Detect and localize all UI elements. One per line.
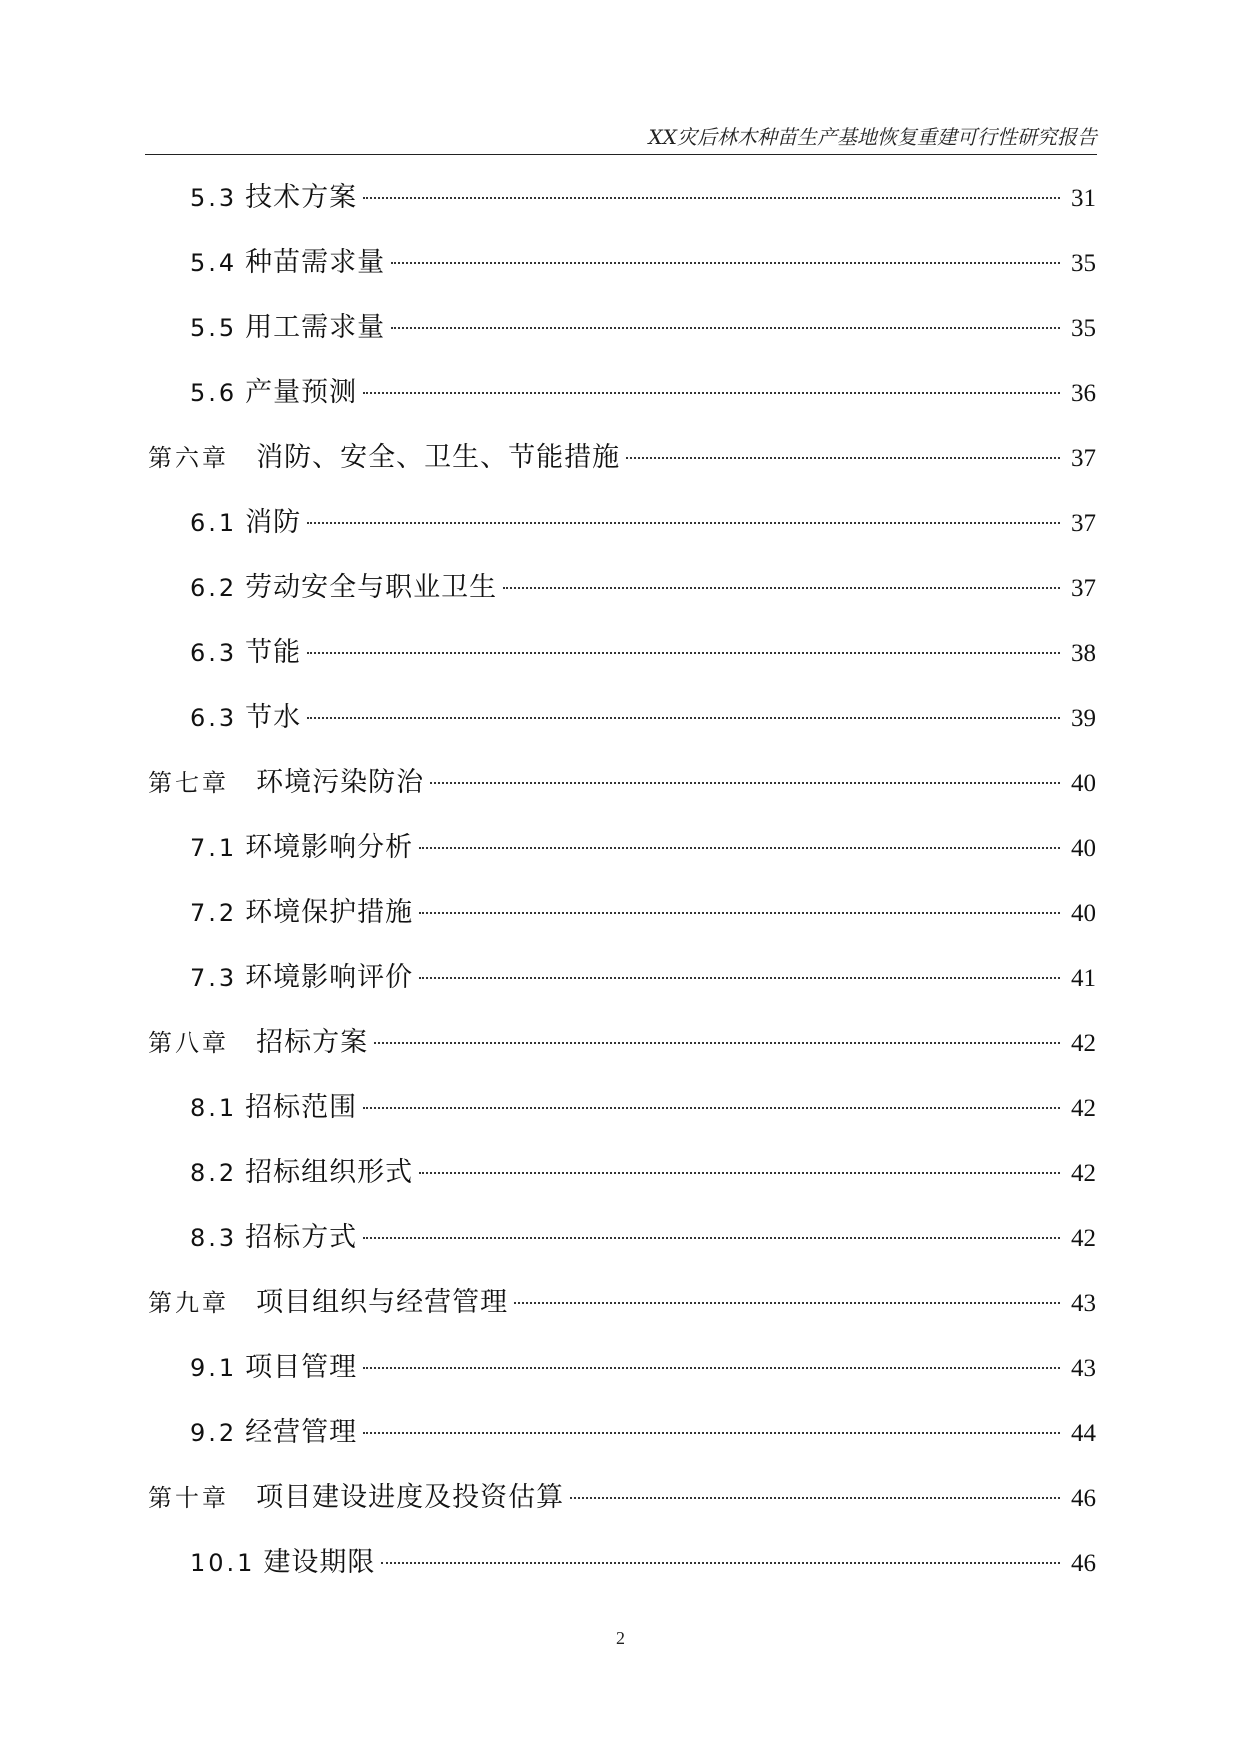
toc-section-number: 6.2 <box>190 574 238 602</box>
toc-entry[interactable] <box>148 685 1096 750</box>
toc-section-number: 9.2 <box>190 1419 238 1447</box>
toc-label <box>190 295 385 361</box>
toc-label <box>190 490 301 556</box>
toc-page-number: 40 <box>1071 835 1096 862</box>
toc-label <box>190 815 413 881</box>
toc-leader-dots <box>391 327 1060 329</box>
toc-entry[interactable] <box>148 880 1096 945</box>
toc-section-title: 消防 <box>245 507 302 538</box>
toc-label <box>190 1335 357 1401</box>
toc-section-title: 经营管理 <box>245 1417 358 1448</box>
toc-label <box>190 685 301 751</box>
toc-leader-dots <box>363 1432 1060 1434</box>
toc-section-title: 产量预测 <box>245 377 358 408</box>
toc-section-number: 9.1 <box>190 1354 238 1382</box>
table-of-contents <box>148 165 1096 1595</box>
toc-leader-dots <box>626 457 1060 459</box>
toc-label <box>148 1270 508 1336</box>
toc-chapter-title: 消防、安全、卫生、节能措施 <box>256 442 621 473</box>
toc-page-number: 37 <box>1071 510 1096 537</box>
toc-chapter-number: 第十章 <box>148 1484 229 1512</box>
toc-entry[interactable] <box>148 1075 1096 1140</box>
toc-leader-dots <box>503 587 1060 589</box>
toc-section-title: 劳动安全与职业卫生 <box>245 572 498 603</box>
toc-chapter-number: 第八章 <box>148 1029 229 1057</box>
toc-label <box>190 880 413 946</box>
toc-leader-dots <box>419 977 1060 979</box>
toc-section-number: 10.1 <box>190 1549 256 1577</box>
toc-leader-dots <box>363 197 1060 199</box>
toc-label <box>148 425 620 491</box>
page-number: 2 <box>616 1628 625 1648</box>
toc-page-number: 46 <box>1071 1485 1096 1512</box>
toc-section-title: 节能 <box>245 637 302 668</box>
toc-page-number: 42 <box>1071 1225 1096 1252</box>
toc-section-title: 环境影响分析 <box>245 832 414 863</box>
toc-chapter-entry[interactable] <box>148 750 1096 815</box>
toc-leader-dots <box>430 782 1060 784</box>
toc-leader-dots <box>307 652 1060 654</box>
toc-page-number: 43 <box>1071 1355 1096 1382</box>
toc-leader-dots <box>419 912 1060 914</box>
page-footer <box>0 1628 1241 1649</box>
toc-chapter-title: 项目组织与经营管理 <box>256 1287 509 1318</box>
toc-section-number: 8.2 <box>190 1159 238 1187</box>
toc-entry[interactable] <box>148 1205 1096 1270</box>
toc-chapter-entry[interactable] <box>148 425 1096 490</box>
toc-section-number: 6.3 <box>190 704 238 732</box>
toc-page-number: 35 <box>1071 250 1096 277</box>
toc-section-title: 用工需求量 <box>245 312 386 343</box>
toc-section-number: 7.2 <box>190 899 238 927</box>
toc-section-title: 种苗需求量 <box>245 247 386 278</box>
toc-page-number: 36 <box>1071 380 1096 407</box>
toc-label <box>190 165 357 231</box>
toc-leader-dots <box>419 1172 1060 1174</box>
toc-entry[interactable] <box>148 620 1096 685</box>
toc-leader-dots <box>307 522 1060 524</box>
toc-page-number: 41 <box>1071 965 1096 992</box>
toc-leader-dots <box>307 717 1060 719</box>
toc-leader-dots <box>363 1367 1060 1369</box>
toc-page-number: 42 <box>1071 1095 1096 1122</box>
toc-leader-dots <box>374 1042 1060 1044</box>
toc-leader-dots <box>570 1497 1060 1499</box>
toc-entry[interactable] <box>148 490 1096 555</box>
toc-entry[interactable] <box>148 1400 1096 1465</box>
toc-page-number: 43 <box>1071 1290 1096 1317</box>
page-header <box>145 118 1097 155</box>
toc-chapter-number: 第九章 <box>148 1289 229 1317</box>
toc-leader-dots <box>363 1237 1060 1239</box>
toc-page-number: 38 <box>1071 640 1096 667</box>
toc-leader-dots <box>363 392 1060 394</box>
toc-chapter-title: 招标方案 <box>256 1027 369 1058</box>
toc-entry[interactable] <box>148 945 1096 1010</box>
toc-section-title: 节水 <box>245 702 302 733</box>
toc-entry[interactable] <box>148 230 1096 295</box>
toc-chapter-number: 第六章 <box>148 444 229 472</box>
toc-section-number: 7.3 <box>190 964 238 992</box>
toc-entry[interactable] <box>148 165 1096 230</box>
toc-label <box>190 945 413 1011</box>
toc-leader-dots <box>391 262 1060 264</box>
toc-section-title: 项目管理 <box>245 1352 358 1383</box>
toc-section-number: 6.1 <box>190 509 238 537</box>
toc-page-number: 42 <box>1071 1030 1096 1057</box>
toc-section-number: 8.3 <box>190 1224 238 1252</box>
toc-section-title: 招标方式 <box>245 1222 358 1253</box>
toc-label <box>148 1010 368 1076</box>
toc-page-number: 44 <box>1071 1420 1096 1447</box>
toc-section-title: 建设期限 <box>263 1547 376 1578</box>
toc-page-number: 46 <box>1071 1550 1096 1577</box>
toc-entry[interactable] <box>148 1140 1096 1205</box>
toc-section-number: 5.4 <box>190 249 238 277</box>
toc-entry[interactable] <box>148 1335 1096 1400</box>
toc-label <box>190 1140 413 1206</box>
toc-leader-dots <box>381 1562 1060 1564</box>
toc-label <box>148 750 424 816</box>
toc-page-number: 37 <box>1071 445 1096 472</box>
toc-page-number: 40 <box>1071 770 1096 797</box>
toc-label <box>190 360 357 426</box>
toc-entry[interactable] <box>148 360 1096 425</box>
toc-page-number: 42 <box>1071 1160 1096 1187</box>
toc-section-number: 6.3 <box>190 639 238 667</box>
toc-section-number: 8.1 <box>190 1094 238 1122</box>
document-title: XX灾后林木种苗生产基地恢复重建可行性研究报告 <box>648 125 1097 149</box>
toc-chapter-entry[interactable] <box>148 1270 1096 1335</box>
toc-section-title: 招标组织形式 <box>245 1157 414 1188</box>
toc-page-number: 35 <box>1071 315 1096 342</box>
toc-leader-dots <box>514 1302 1060 1304</box>
toc-leader-dots <box>363 1107 1060 1109</box>
toc-label <box>148 1465 564 1531</box>
toc-label <box>190 1530 375 1596</box>
toc-label <box>190 620 301 686</box>
toc-label <box>190 230 385 296</box>
toc-section-number: 5.3 <box>190 184 238 212</box>
toc-page-number: 40 <box>1071 900 1096 927</box>
toc-entry[interactable] <box>148 555 1096 620</box>
toc-label <box>190 555 497 621</box>
toc-label <box>190 1075 357 1141</box>
toc-page-number: 39 <box>1071 705 1096 732</box>
toc-section-title: 环境保护措施 <box>245 897 414 928</box>
toc-section-title: 环境影响评价 <box>245 962 414 993</box>
toc-entry[interactable] <box>148 295 1096 360</box>
toc-entry[interactable] <box>148 815 1096 880</box>
toc-label <box>190 1205 357 1271</box>
toc-section-title: 技术方案 <box>245 182 358 213</box>
toc-page-number: 31 <box>1071 185 1096 212</box>
toc-section-number: 7.1 <box>190 834 238 862</box>
toc-chapter-entry[interactable] <box>148 1465 1096 1530</box>
toc-chapter-title: 项目建设进度及投资估算 <box>256 1482 565 1513</box>
toc-chapter-title: 环境污染防治 <box>256 767 425 798</box>
toc-section-title: 招标范围 <box>245 1092 358 1123</box>
toc-leader-dots <box>419 847 1060 849</box>
toc-entry[interactable] <box>148 1530 1096 1595</box>
toc-chapter-number: 第七章 <box>148 769 229 797</box>
toc-section-number: 5.5 <box>190 314 238 342</box>
toc-chapter-entry[interactable] <box>148 1010 1096 1075</box>
toc-page-number: 37 <box>1071 575 1096 602</box>
toc-section-number: 5.6 <box>190 379 238 407</box>
toc-label <box>190 1400 357 1466</box>
